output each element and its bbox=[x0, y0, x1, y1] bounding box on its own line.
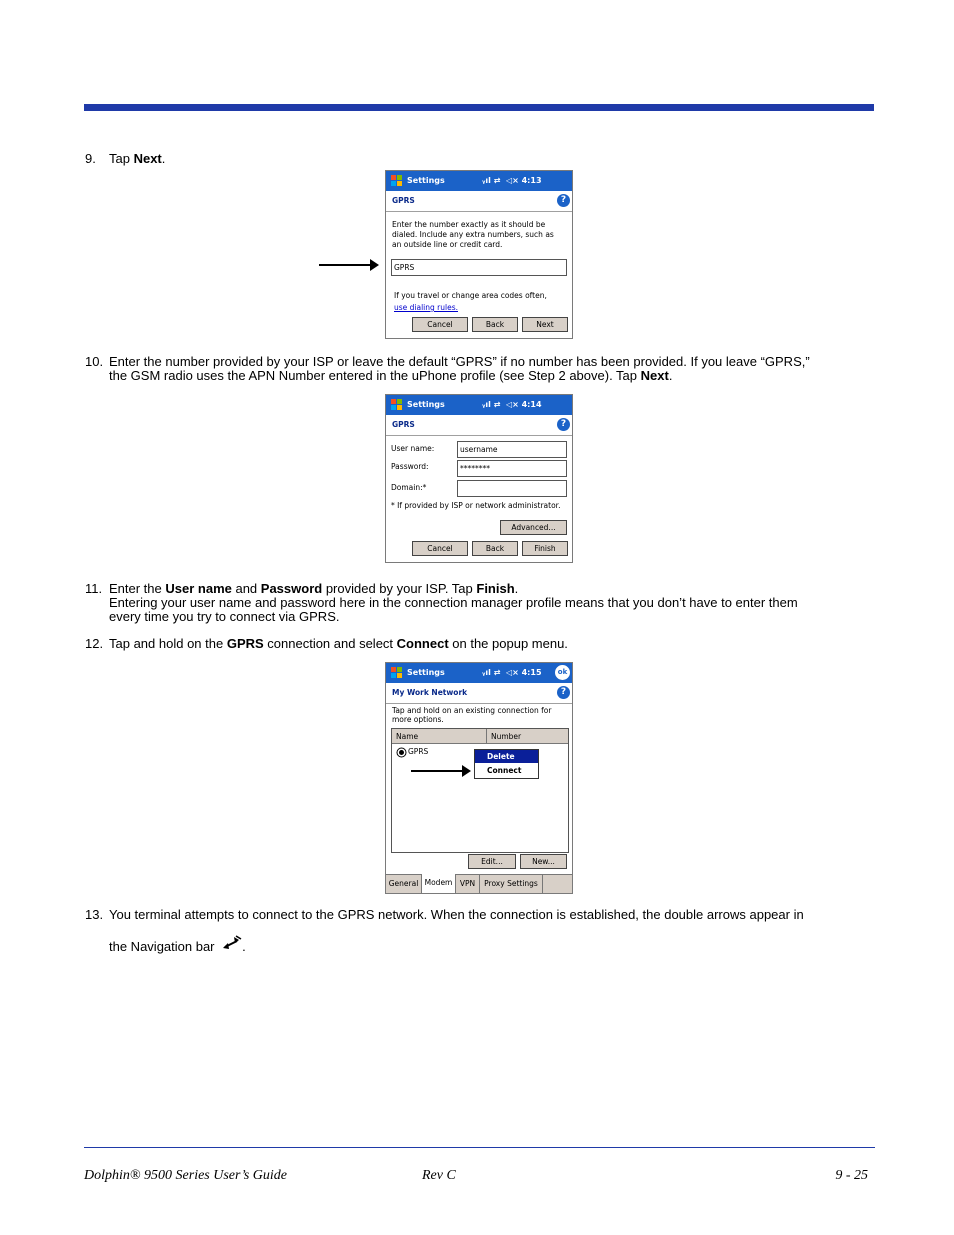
connections-list[interactable] bbox=[391, 728, 569, 853]
step-text: Enter the bbox=[109, 581, 166, 596]
title-bar bbox=[386, 171, 572, 191]
step-text: Tap and hold on the bbox=[109, 636, 227, 651]
divider bbox=[386, 435, 572, 436]
radio-selected-icon[interactable] bbox=[396, 747, 407, 758]
pda-screen-connections bbox=[385, 662, 573, 894]
domain-note: * If provided by ISP or network administrator. bbox=[391, 501, 561, 510]
footer-title: Dolphin® 9500 Series User’s Guide bbox=[84, 1168, 287, 1183]
tab-modem[interactable]: Modem bbox=[422, 874, 456, 893]
connection-item-gprs[interactable]: GPRS bbox=[408, 747, 429, 756]
window-title: Settings bbox=[407, 668, 445, 677]
new-button[interactable]: New... bbox=[520, 854, 567, 869]
divider bbox=[386, 211, 572, 212]
title-bar bbox=[386, 395, 572, 415]
status-indicators[interactable]: ᵧıl ⇄ ◁× 4:14 bbox=[482, 400, 542, 409]
instruction-line: dialed. Include any extra numbers, such as bbox=[392, 230, 554, 239]
step-text: the GSM radio uses the APN Number entered in the uPhone profile (see Step 2 above). Tap bbox=[109, 368, 641, 383]
step-text: and bbox=[231, 581, 261, 596]
step-number: 11. bbox=[85, 581, 103, 596]
column-header-name[interactable]: Name bbox=[392, 729, 487, 744]
password-field[interactable]: ******** bbox=[457, 460, 567, 477]
footer-revision: Rev C bbox=[422, 1168, 456, 1183]
step-bold: Password bbox=[260, 581, 323, 596]
step-text-end: . bbox=[161, 151, 166, 166]
step-text: You terminal attempts to connect to the GPRS network. When the connection is established, the double arrows appear in bbox=[109, 907, 804, 922]
section-title: GPRS bbox=[392, 420, 415, 429]
context-menu bbox=[474, 749, 539, 779]
user-name-field[interactable]: username bbox=[457, 441, 567, 458]
instruction-line: Enter the number exactly as it should be bbox=[392, 220, 546, 229]
section-title: GPRS bbox=[392, 196, 415, 205]
finish-button[interactable]: Finish bbox=[522, 541, 568, 556]
status-indicators[interactable]: ᵧıl ⇄ ◁× 4:15 bbox=[482, 668, 542, 677]
step-number: 12. bbox=[85, 636, 104, 651]
step-bold: Next bbox=[640, 368, 669, 383]
step-bold: Next bbox=[133, 151, 162, 166]
step-bold: GPRS bbox=[226, 636, 264, 651]
instructions bbox=[392, 706, 551, 724]
tab-vpn[interactable]: VPN bbox=[456, 875, 480, 893]
pointer-arrow bbox=[411, 770, 469, 772]
title-bar bbox=[386, 663, 572, 683]
domain-label: Domain:* bbox=[391, 483, 427, 492]
step-text: Tap bbox=[109, 151, 134, 166]
page-number: 9 - 25 bbox=[835, 1168, 868, 1183]
cancel-button[interactable]: Cancel bbox=[412, 317, 468, 332]
step-text: Entering your user name and password here in the connection manager profile means that you don’t have to enter them bbox=[109, 595, 798, 610]
tab-proxy-settings[interactable]: Proxy Settings bbox=[480, 875, 543, 893]
step-text-end: . bbox=[514, 581, 519, 596]
instruction-line: Tap and hold on an existing connection for bbox=[392, 706, 552, 715]
menu-item-delete[interactable]: Delete bbox=[475, 750, 538, 763]
step-bold: User name bbox=[165, 581, 232, 596]
double-arrows-icon bbox=[222, 935, 242, 953]
step-number: 13. bbox=[85, 907, 104, 922]
cancel-button[interactable]: Cancel bbox=[412, 541, 468, 556]
step-text-end: . bbox=[242, 939, 246, 954]
help-icon[interactable]: ? bbox=[557, 686, 570, 699]
step-text: connection and select bbox=[263, 636, 397, 651]
dialing-note: If you travel or change area codes often, bbox=[394, 291, 547, 300]
instruction-line: more options. bbox=[392, 715, 444, 724]
section-title: My Work Network bbox=[392, 688, 468, 697]
step-text: Enter the number provided by your ISP or leave the default “GPRS” if no number has been provided. If you leave “GPRS,” bbox=[109, 354, 810, 369]
status-indicators[interactable]: ᵧıl ⇄ ◁× 4:13 bbox=[482, 176, 542, 185]
windows-start-icon[interactable] bbox=[390, 398, 404, 412]
tab-general[interactable]: General bbox=[386, 875, 422, 893]
pda-screen-gprs-number bbox=[385, 170, 573, 339]
step-text-end: . bbox=[668, 368, 673, 383]
dialing-rules-link[interactable]: use dialing rules. bbox=[394, 303, 458, 312]
help-icon[interactable]: ? bbox=[557, 418, 570, 431]
step-text: every time you try to connect via GPRS. bbox=[109, 609, 340, 624]
step-text: provided by your ISP. Tap bbox=[322, 581, 477, 596]
edit-button[interactable]: Edit... bbox=[468, 854, 516, 869]
advanced-button[interactable]: Advanced... bbox=[500, 520, 567, 535]
domain-field[interactable] bbox=[457, 480, 567, 497]
pda-screen-gprs-credentials bbox=[385, 394, 573, 563]
divider bbox=[386, 703, 572, 704]
step-number: 9. bbox=[85, 151, 96, 166]
step-number: 10. bbox=[85, 354, 104, 369]
menu-item-connect[interactable]: Connect bbox=[487, 766, 522, 775]
header-rule bbox=[84, 104, 874, 111]
column-header-number[interactable]: Number bbox=[487, 729, 568, 744]
help-icon[interactable]: ? bbox=[557, 194, 570, 207]
next-button[interactable]: Next bbox=[522, 317, 568, 332]
ok-button[interactable]: ok bbox=[555, 665, 570, 680]
windows-start-icon[interactable] bbox=[390, 666, 404, 680]
password-label: Password: bbox=[391, 462, 429, 471]
instructions bbox=[392, 220, 554, 250]
instruction-line: an outside line or credit card. bbox=[392, 240, 503, 249]
tab-bar bbox=[386, 874, 572, 893]
windows-start-icon[interactable] bbox=[390, 174, 404, 188]
step-bold: Connect bbox=[396, 636, 449, 651]
step-text: the Navigation bar bbox=[109, 939, 215, 954]
pointer-arrow bbox=[319, 264, 377, 266]
step-text-end: on the popup menu. bbox=[448, 636, 568, 651]
user-name-label: User name: bbox=[391, 444, 435, 453]
window-title: Settings bbox=[407, 176, 445, 185]
step-bold: Finish bbox=[476, 581, 515, 596]
window-title: Settings bbox=[407, 400, 445, 409]
footer-rule bbox=[84, 1147, 875, 1148]
back-button[interactable]: Back bbox=[472, 317, 518, 332]
number-field[interactable]: GPRS bbox=[391, 259, 567, 276]
back-button[interactable]: Back bbox=[472, 541, 518, 556]
